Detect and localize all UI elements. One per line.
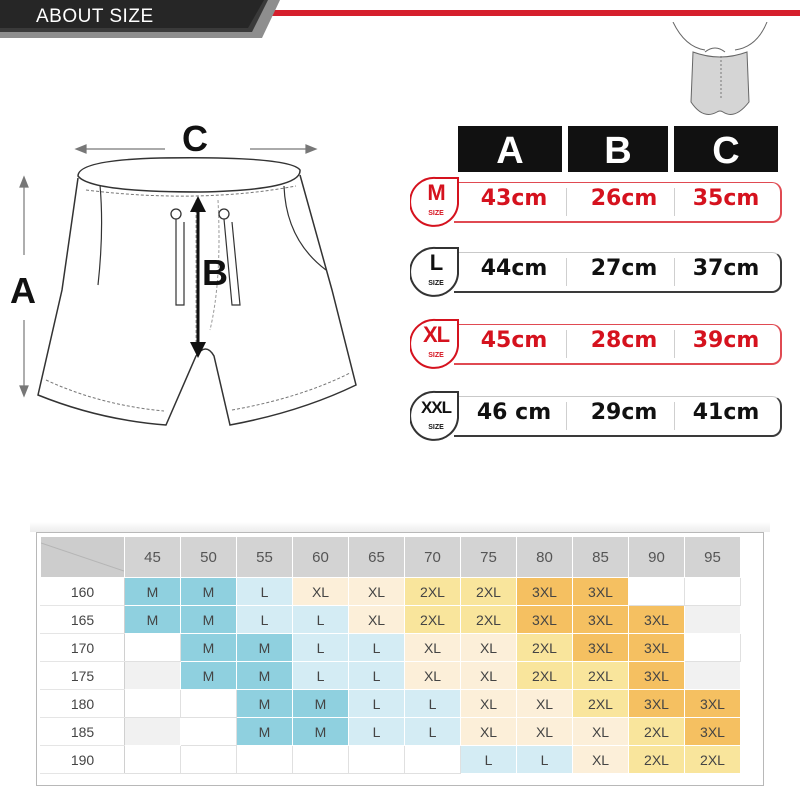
size-cell: 2XL xyxy=(517,634,573,662)
size-cell: 3XL xyxy=(685,690,741,718)
size-cell: 2XL xyxy=(685,746,741,774)
weight-header-cell: 85 xyxy=(573,537,629,578)
page-title: ABOUT SIZE xyxy=(36,6,154,27)
size-cell: M xyxy=(237,718,293,746)
size-sublabel: SIZE xyxy=(428,280,444,287)
column-header-b: B xyxy=(568,126,668,172)
weight-header-cell: 75 xyxy=(461,537,517,578)
size-cell: L xyxy=(293,634,349,662)
size-cell: 2XL xyxy=(629,718,685,746)
size-sublabel: SIZE xyxy=(428,352,444,359)
model-figure-icon xyxy=(665,22,775,122)
height-cell: 175 xyxy=(41,662,125,690)
size-cell xyxy=(125,718,181,746)
size-cell: XL xyxy=(517,690,573,718)
size-cell: 2XL xyxy=(405,606,461,634)
size-cell: M xyxy=(293,718,349,746)
size-row-l xyxy=(410,244,782,304)
height-cell: 160 xyxy=(41,578,125,606)
size-cell: XL xyxy=(573,746,629,774)
size-cell: 2XL xyxy=(573,662,629,690)
table-row xyxy=(41,718,741,746)
size-cell: XL xyxy=(461,662,517,690)
weight-header-cell: 50 xyxy=(181,537,237,578)
size-label-m: M xyxy=(427,180,445,205)
size-cell: L xyxy=(293,606,349,634)
size-cell xyxy=(181,746,237,774)
size-cell: 3XL xyxy=(573,634,629,662)
size-cell: M xyxy=(181,634,237,662)
size-cell: L xyxy=(517,746,573,774)
size-cell: XL xyxy=(517,718,573,746)
measurement-table xyxy=(410,126,782,456)
height-cell: 180 xyxy=(41,690,125,718)
size-cell: L xyxy=(237,606,293,634)
size-row-xxl xyxy=(410,388,782,448)
value-a-m: 43cm xyxy=(480,186,548,211)
size-label-xl: XL xyxy=(422,322,450,347)
weight-header-cell: 60 xyxy=(293,537,349,578)
column-header-a: A xyxy=(458,126,562,172)
corner-cell xyxy=(41,537,125,578)
size-cell xyxy=(237,746,293,774)
size-cell xyxy=(293,746,349,774)
size-cell: L xyxy=(349,662,405,690)
size-cell xyxy=(125,746,181,774)
size-cell: 3XL xyxy=(629,690,685,718)
value-b-xxl: 29cm xyxy=(590,400,658,425)
size-cell: M xyxy=(237,662,293,690)
size-cell: 2XL xyxy=(629,746,685,774)
size-cell xyxy=(125,634,181,662)
value-a-xl: 45cm xyxy=(480,328,548,353)
size-cell: M xyxy=(237,690,293,718)
size-cell xyxy=(629,578,685,606)
size-cell: XL xyxy=(293,578,349,606)
size-cell: L xyxy=(237,578,293,606)
weight-header-cell: 95 xyxy=(685,537,741,578)
size-label-xxl: XXL xyxy=(420,398,452,417)
size-cell: M xyxy=(125,578,181,606)
value-b-xl: 28cm xyxy=(590,328,658,353)
size-cell: XL xyxy=(573,718,629,746)
size-cell: L xyxy=(293,662,349,690)
size-cell: 3XL xyxy=(629,606,685,634)
size-cell: M xyxy=(181,578,237,606)
size-cell: 2XL xyxy=(461,578,517,606)
size-sublabel: SIZE xyxy=(428,210,444,217)
table-row xyxy=(41,578,741,606)
size-cell xyxy=(685,578,741,606)
corner-diagonal xyxy=(41,537,124,573)
size-cell: 2XL xyxy=(573,690,629,718)
size-cell: M xyxy=(181,662,237,690)
size-cell: XL xyxy=(349,606,405,634)
size-cell: M xyxy=(181,606,237,634)
size-cell: 2XL xyxy=(461,606,517,634)
table-row xyxy=(41,662,741,690)
size-cell: L xyxy=(349,634,405,662)
value-c-m: 35cm xyxy=(692,186,760,211)
weight-header-cell: 70 xyxy=(405,537,461,578)
size-badge-xxl-icon xyxy=(410,388,462,448)
size-cell: L xyxy=(349,690,405,718)
dimension-c-label: C xyxy=(182,118,208,159)
size-cell: M xyxy=(293,690,349,718)
chart-shadow xyxy=(30,522,770,532)
table-row xyxy=(41,746,741,774)
size-cell: L xyxy=(349,718,405,746)
size-cell: 3XL xyxy=(517,606,573,634)
size-cell: 3XL xyxy=(517,578,573,606)
cell-divider xyxy=(566,330,567,358)
size-cell xyxy=(125,662,181,690)
size-cell: XL xyxy=(349,578,405,606)
cell-divider xyxy=(566,402,567,430)
size-cell: XL xyxy=(405,634,461,662)
size-cell: L xyxy=(461,746,517,774)
size-chart-table xyxy=(40,536,741,774)
shorts-diagram xyxy=(0,0,400,500)
size-chart xyxy=(36,532,764,786)
size-cell: M xyxy=(125,606,181,634)
size-cell xyxy=(181,718,237,746)
height-cell: 185 xyxy=(41,718,125,746)
size-cell xyxy=(405,746,461,774)
size-cell xyxy=(685,606,741,634)
column-header-c: C xyxy=(674,126,778,172)
size-cell xyxy=(685,662,741,690)
size-cell: 2XL xyxy=(405,578,461,606)
size-label-l: L xyxy=(429,250,443,275)
size-cell: 3XL xyxy=(573,578,629,606)
size-cell: M xyxy=(237,634,293,662)
size-cell: XL xyxy=(405,662,461,690)
weight-header-cell: 55 xyxy=(237,537,293,578)
size-sublabel: SIZE xyxy=(428,424,444,431)
size-chart-body xyxy=(41,578,741,774)
size-cell: 3XL xyxy=(629,662,685,690)
size-row-xl xyxy=(410,316,782,376)
size-cell: L xyxy=(405,718,461,746)
size-cell: 2XL xyxy=(517,662,573,690)
value-b-l: 27cm xyxy=(590,256,658,281)
value-c-xxl: 41cm xyxy=(692,400,760,425)
weight-header-row xyxy=(41,537,741,578)
size-cell: 3XL xyxy=(629,634,685,662)
size-cell xyxy=(685,634,741,662)
height-cell: 165 xyxy=(41,606,125,634)
size-cell: XL xyxy=(461,690,517,718)
value-c-l: 37cm xyxy=(692,256,760,281)
weight-header-cell: 45 xyxy=(125,537,181,578)
value-a-l: 44cm xyxy=(480,256,548,281)
size-cell: XL xyxy=(461,634,517,662)
dimension-b-label: B xyxy=(202,252,228,293)
size-cell: 3XL xyxy=(685,718,741,746)
weight-header-cell: 65 xyxy=(349,537,405,578)
table-row xyxy=(41,634,741,662)
size-cell: XL xyxy=(461,718,517,746)
size-cell: L xyxy=(405,690,461,718)
table-row xyxy=(41,690,741,718)
size-row-m xyxy=(410,174,782,234)
weight-header-cell: 80 xyxy=(517,537,573,578)
size-cell xyxy=(125,690,181,718)
size-cell: 3XL xyxy=(573,606,629,634)
table-row xyxy=(41,606,741,634)
value-c-xl: 39cm xyxy=(692,328,760,353)
height-cell: 170 xyxy=(41,634,125,662)
height-cell: 190 xyxy=(41,746,125,774)
value-b-m: 26cm xyxy=(590,186,658,211)
cell-divider xyxy=(566,188,567,216)
value-a-xxl: 46 cm xyxy=(476,400,552,425)
size-cell xyxy=(349,746,405,774)
dimension-a-label: A xyxy=(10,270,36,311)
weight-header-cell: 90 xyxy=(629,537,685,578)
cell-divider xyxy=(566,258,567,286)
size-cell xyxy=(181,690,237,718)
